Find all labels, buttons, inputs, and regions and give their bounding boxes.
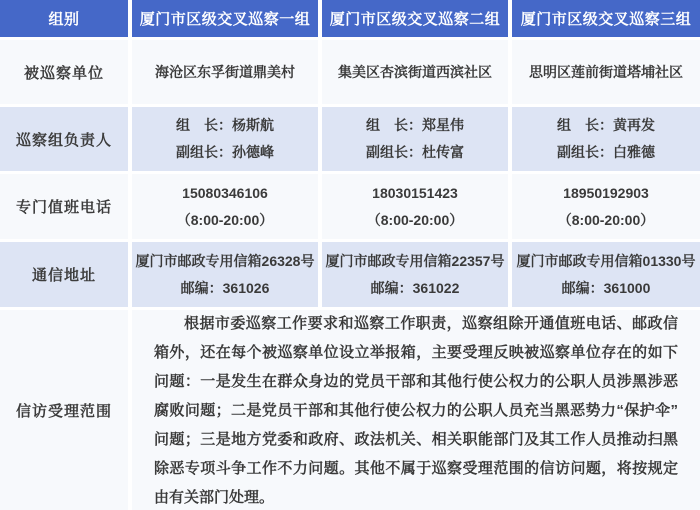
deputy-leader-line: 副组长：杜传富	[366, 144, 464, 160]
deputy-leader-line: 副组长：孙德峰	[176, 144, 274, 160]
leader-line: 组 长：郑星伟	[366, 117, 464, 133]
po-box-line: 厦门市邮政专用信箱26328号	[135, 252, 315, 269]
leader-line: 组 长：杨斯航	[176, 117, 274, 133]
po-box-line: 厦门市邮政专用信箱22357号	[325, 252, 505, 269]
leaders-cell	[132, 107, 318, 171]
row-label-inspected-units: 被巡察单位	[0, 40, 128, 104]
duty-phone-cell	[132, 174, 318, 239]
po-box-line: 厦门市邮政专用信箱01330号	[516, 252, 696, 269]
duty-phone-cell	[512, 174, 700, 239]
inspected-unit-cell: 海沧区东孚街道鼎美村	[132, 40, 318, 104]
row-label-petition-scope: 信访受理范围	[0, 310, 128, 510]
postcode-line: 邮编：361026	[180, 279, 270, 296]
header-group-3: 厦门市区级交叉巡察三组	[512, 0, 700, 37]
deputy-leader-line: 副组长：白雅德	[557, 144, 655, 160]
phone-hours: （8:00-20:00）	[366, 211, 464, 228]
phone-number: 18950192903	[563, 184, 649, 201]
inspected-unit-cell: 思明区莲前街道塔埔社区	[512, 40, 700, 104]
header-group-2: 厦门市区级交叉巡察二组	[322, 0, 508, 37]
leaders-cell	[512, 107, 700, 171]
leader-line: 组 长：黄再发	[557, 117, 655, 133]
mail-address-cell	[322, 242, 508, 307]
petition-scope-cell	[132, 310, 700, 510]
row-label-duty-phone: 专门值班电话	[0, 174, 128, 239]
mail-address-cell	[132, 242, 318, 307]
header-group-1: 厦门市区级交叉巡察一组	[132, 0, 318, 37]
phone-hours: （8:00-20:00）	[176, 211, 274, 228]
phone-number: 18030151423	[372, 184, 458, 201]
phone-hours: （8:00-20:00）	[557, 211, 655, 228]
inspected-unit-cell: 集美区杏滨街道西滨社区	[322, 40, 508, 104]
mail-address-cell	[512, 242, 700, 307]
phone-number: 15080346106	[182, 184, 268, 201]
leaders-cell	[322, 107, 508, 171]
postcode-line: 邮编：361000	[561, 279, 651, 296]
header-group-label: 组别	[0, 0, 128, 37]
duty-phone-cell	[322, 174, 508, 239]
postcode-line: 邮编：361022	[370, 279, 460, 296]
row-label-mail-address: 通信地址	[0, 242, 128, 307]
petition-scope-text: 根据市委巡察工作要求和巡察工作职责，巡察组除开通值班电话、邮政信箱外，还在每个被巡察单位设立举报箱，主要受理反映被巡察单位存在的如下问题：一是发生在群众身边的党员干部和其他行使公权力的公职人员涉黑涉恶腐败问题；二是党员干部和其他行使公权力的公职人员充当黑恶势力“保护伞”问题；三是地方党委和政府、政法机关、相关职能部门及其工作人员推动扫黑除恶专项斗争工作不力问题。其他不属于巡察受理范围的信访问题，将按规定由有关部门处理。	[154, 314, 678, 506]
row-label-leaders: 巡察组负责人	[0, 107, 128, 171]
